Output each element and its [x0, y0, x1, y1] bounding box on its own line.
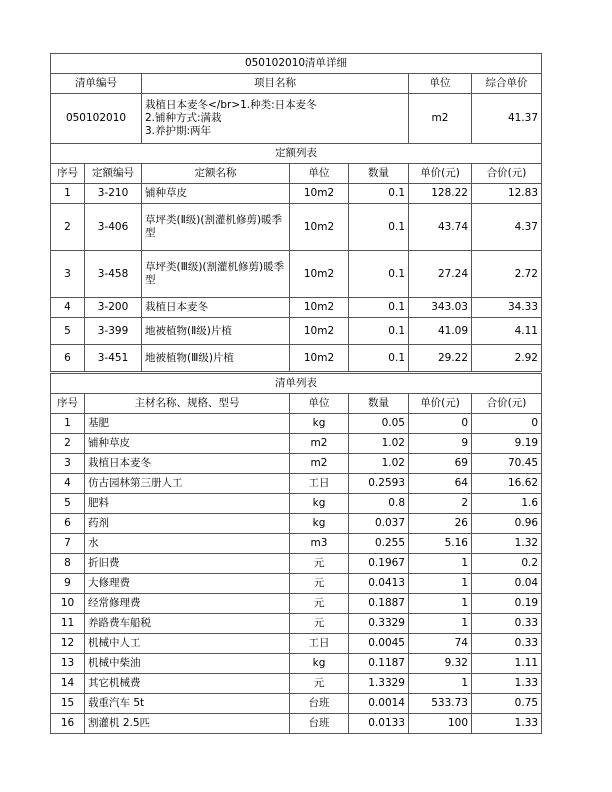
row-qty: 0.1 [349, 184, 409, 204]
table-row [51, 634, 542, 654]
row-no: 9 [51, 574, 85, 594]
row-qty: 0.3329 [349, 614, 409, 634]
row-unit: 10m2 [290, 251, 349, 298]
table-row [51, 434, 542, 454]
row-price: 1 [409, 674, 472, 694]
quota-title-row [51, 144, 542, 164]
row-unit: 10m2 [290, 345, 349, 372]
bill-item-name [142, 94, 409, 144]
row-unit: 10m2 [290, 184, 349, 204]
row-qty: 0.0133 [349, 714, 409, 734]
bill-item-name-line: 2.铺种方式:满栽 [145, 112, 222, 124]
row-unit: 台班 [290, 714, 349, 734]
row-no: 5 [51, 318, 85, 345]
row-price: 0 [409, 414, 472, 434]
bill-summary-table [50, 53, 542, 144]
row-price: 343.03 [409, 298, 472, 318]
table-row [51, 474, 542, 494]
table-row [51, 251, 542, 298]
table-row [51, 414, 542, 434]
row-total: 4.11 [472, 318, 542, 345]
row-qty: 0.1 [349, 204, 409, 251]
row-total: 0.04 [472, 574, 542, 594]
row-unit: 元 [290, 614, 349, 634]
bill-title: 050102010清单详细 [51, 54, 542, 74]
row-name: 经常修理费 [85, 594, 290, 614]
row-no: 8 [51, 554, 85, 574]
row-total: 1.32 [472, 534, 542, 554]
row-name: 肥料 [85, 494, 290, 514]
row-no: 4 [51, 474, 85, 494]
row-no: 6 [51, 345, 85, 372]
row-qty: 0.8 [349, 494, 409, 514]
table-row [51, 204, 542, 251]
row-qty: 1.02 [349, 434, 409, 454]
header-unit: 单位 [290, 394, 349, 414]
row-unit: m3 [290, 534, 349, 554]
row-no: 16 [51, 714, 85, 734]
row-name: 铺种草皮 [142, 184, 290, 204]
row-no: 4 [51, 298, 85, 318]
header-quantity: 数量 [349, 394, 409, 414]
row-qty: 0.1887 [349, 594, 409, 614]
row-no: 5 [51, 494, 85, 514]
row-price: 43.74 [409, 204, 472, 251]
header-quota-name: 定额名称 [142, 164, 290, 184]
row-unit: 元 [290, 674, 349, 694]
table-row [51, 534, 542, 554]
table-row [51, 454, 542, 474]
row-no: 3 [51, 251, 85, 298]
row-qty: 0.1 [349, 345, 409, 372]
row-total: 1.11 [472, 654, 542, 674]
row-unit: m2 [290, 454, 349, 474]
table-row [51, 674, 542, 694]
row-price: 41.09 [409, 318, 472, 345]
row-total: 1.6 [472, 494, 542, 514]
row-unit: 工日 [290, 634, 349, 654]
bill-unit: m2 [409, 94, 472, 144]
row-price: 9 [409, 434, 472, 454]
header-no: 序号 [51, 164, 85, 184]
row-unit: 元 [290, 574, 349, 594]
row-qty: 0.1187 [349, 654, 409, 674]
table-row [51, 574, 542, 594]
row-qty: 1.3329 [349, 674, 409, 694]
row-no: 1 [51, 414, 85, 434]
row-unit: 10m2 [290, 298, 349, 318]
row-qty: 0.1 [349, 251, 409, 298]
quota-title: 定额列表 [51, 144, 542, 164]
row-price: 29.22 [409, 345, 472, 372]
materials-title-row [51, 374, 542, 394]
row-code: 3-458 [85, 251, 142, 298]
row-total: 2.92 [472, 345, 542, 372]
row-total: 0.75 [472, 694, 542, 714]
row-price: 100 [409, 714, 472, 734]
bill-header-row [51, 74, 542, 94]
row-total: 0 [472, 414, 542, 434]
row-no: 3 [51, 454, 85, 474]
bill-price: 41.37 [472, 94, 542, 144]
row-total: 34.33 [472, 298, 542, 318]
row-no: 12 [51, 634, 85, 654]
row-price: 26 [409, 514, 472, 534]
row-unit: kg [290, 494, 349, 514]
row-name: 栽植日本麦冬 [85, 454, 290, 474]
header-no: 序号 [51, 394, 85, 414]
row-name: 基肥 [85, 414, 290, 434]
row-total: 1.33 [472, 714, 542, 734]
row-name: 机械中柴油 [85, 654, 290, 674]
row-price: 1 [409, 594, 472, 614]
row-no: 2 [51, 204, 85, 251]
table-row [51, 318, 542, 345]
row-name: 养路费车船税 [85, 614, 290, 634]
header-material-name: 主材名称、规格、型号 [85, 394, 290, 414]
row-total: 0.33 [472, 634, 542, 654]
row-qty: 0.255 [349, 534, 409, 554]
header-total-price: 合价(元) [472, 164, 542, 184]
row-code: 3-399 [85, 318, 142, 345]
table-row [51, 594, 542, 614]
row-name: 铺种草皮 [85, 434, 290, 454]
row-unit: 10m2 [290, 318, 349, 345]
header-total-price: 合价(元) [472, 394, 542, 414]
row-name: 仿古园林第三册人工 [85, 474, 290, 494]
table-row [51, 614, 542, 634]
row-price: 533.73 [409, 694, 472, 714]
row-price: 64 [409, 474, 472, 494]
materials-body [51, 414, 542, 734]
row-name: 大修理费 [85, 574, 290, 594]
header-quantity: 数量 [349, 164, 409, 184]
row-unit: 台班 [290, 694, 349, 714]
row-total: 16.62 [472, 474, 542, 494]
row-no: 1 [51, 184, 85, 204]
row-qty: 0.1967 [349, 554, 409, 574]
row-name: 草坪类(Ⅱ级)(割灌机修剪)暖季型 [142, 204, 290, 251]
row-price: 128.22 [409, 184, 472, 204]
row-total: 0.19 [472, 594, 542, 614]
row-price: 9.32 [409, 654, 472, 674]
row-name: 药剂 [85, 514, 290, 534]
header-unit-price: 单价(元) [409, 164, 472, 184]
row-unit: 工日 [290, 474, 349, 494]
header-quota-code: 定额编号 [85, 164, 142, 184]
row-price: 1 [409, 554, 472, 574]
row-name: 机械中人工 [85, 634, 290, 654]
header-unit-price: 综合单价 [472, 74, 542, 94]
row-no: 13 [51, 654, 85, 674]
row-total: 0.96 [472, 514, 542, 534]
header-item-name: 项目名称 [142, 74, 409, 94]
row-qty: 1.02 [349, 454, 409, 474]
row-name: 割灌机 2.5匹 [85, 714, 290, 734]
row-qty: 0.1 [349, 318, 409, 345]
row-total: 1.33 [472, 674, 542, 694]
materials-table [50, 373, 542, 734]
row-code: 3-210 [85, 184, 142, 204]
row-unit: 10m2 [290, 204, 349, 251]
bill-data-row [51, 94, 542, 144]
materials-header-row [51, 394, 542, 414]
row-price: 27.24 [409, 251, 472, 298]
bill-item-name-line: 3.养护期:两年 [145, 125, 212, 137]
header-unit: 单位 [290, 164, 349, 184]
bill-item-name-line: 栽植日本麦冬</br>1.种类:日本麦冬 [145, 99, 317, 111]
row-unit: m2 [290, 434, 349, 454]
row-qty: 0.1 [349, 298, 409, 318]
table-row [51, 654, 542, 674]
row-no: 14 [51, 674, 85, 694]
quota-table [50, 143, 542, 372]
row-code: 3-200 [85, 298, 142, 318]
row-no: 10 [51, 594, 85, 614]
row-name: 地被植物(Ⅱ级)片植 [142, 318, 290, 345]
row-no: 2 [51, 434, 85, 454]
row-name: 栽植日本麦冬 [142, 298, 290, 318]
materials-title: 清单列表 [51, 374, 542, 394]
row-code: 3-451 [85, 345, 142, 372]
row-price: 1 [409, 574, 472, 594]
table-row [51, 345, 542, 372]
row-name: 其它机械费 [85, 674, 290, 694]
row-unit: kg [290, 414, 349, 434]
row-name: 水 [85, 534, 290, 554]
row-unit: kg [290, 654, 349, 674]
row-qty: 0.0014 [349, 694, 409, 714]
row-total: 0.2 [472, 554, 542, 574]
table-row [51, 714, 542, 734]
row-total: 4.37 [472, 204, 542, 251]
row-unit: 元 [290, 594, 349, 614]
row-total: 70.45 [472, 454, 542, 474]
row-qty: 0.037 [349, 514, 409, 534]
row-price: 5.16 [409, 534, 472, 554]
row-unit: kg [290, 514, 349, 534]
bill-code: 050102010 [51, 94, 142, 144]
row-name: 草坪类(Ⅲ级)(割灌机修剪)暖季型 [142, 251, 290, 298]
row-qty: 0.05 [349, 414, 409, 434]
row-no: 7 [51, 534, 85, 554]
row-price: 1 [409, 614, 472, 634]
row-total: 12.83 [472, 184, 542, 204]
row-price: 74 [409, 634, 472, 654]
row-name: 折旧费 [85, 554, 290, 574]
table-row [51, 554, 542, 574]
row-name: 地被植物(Ⅲ级)片植 [142, 345, 290, 372]
header-unit-price: 单价(元) [409, 394, 472, 414]
row-no: 11 [51, 614, 85, 634]
row-code: 3-406 [85, 204, 142, 251]
table-row [51, 494, 542, 514]
row-price: 2 [409, 494, 472, 514]
row-qty: 0.2593 [349, 474, 409, 494]
table-row [51, 298, 542, 318]
row-total: 0.33 [472, 614, 542, 634]
header-unit: 单位 [409, 74, 472, 94]
row-qty: 0.0413 [349, 574, 409, 594]
table-row [51, 514, 542, 534]
row-total: 9.19 [472, 434, 542, 454]
header-bill-code: 清单编号 [51, 74, 142, 94]
row-total: 2.72 [472, 251, 542, 298]
table-row [51, 694, 542, 714]
table-row [51, 184, 542, 204]
row-qty: 0.0045 [349, 634, 409, 654]
bill-title-row [51, 54, 542, 74]
row-no: 15 [51, 694, 85, 714]
row-name: 载重汽车 5t [85, 694, 290, 714]
row-price: 69 [409, 454, 472, 474]
row-no: 6 [51, 514, 85, 534]
quota-header-row [51, 164, 542, 184]
row-unit: 元 [290, 554, 349, 574]
